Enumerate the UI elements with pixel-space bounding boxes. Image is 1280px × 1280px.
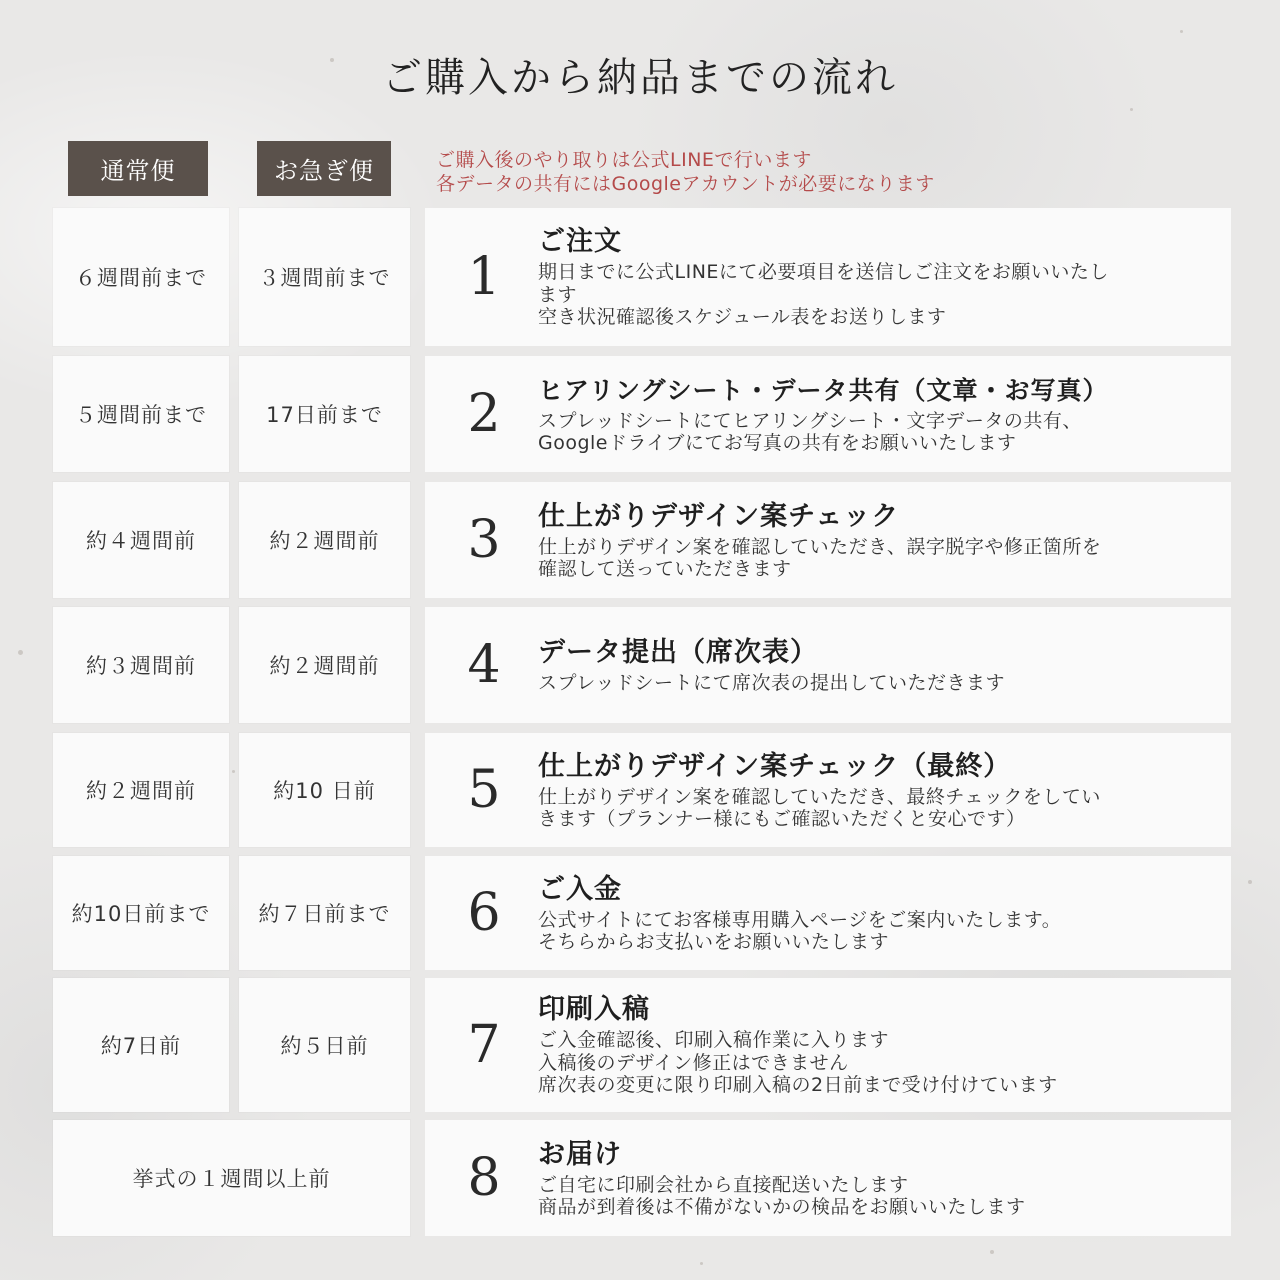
texture-speck: [232, 770, 235, 773]
step-description-line: 仕上がりデザイン案を確認していただき、最終チェックをしてい: [538, 785, 1101, 808]
step-body: [538, 733, 1211, 847]
step-title: 印刷入稿: [538, 994, 650, 1026]
regular-deadline-cell: 約10日前まで: [53, 856, 229, 970]
step-body: [538, 978, 1181, 1112]
regular-deadline-cell: 約３週間前: [53, 607, 229, 723]
step-card: [425, 1120, 1231, 1236]
step-description-line: スプレッドシートにて席次表の提出していただきます: [538, 671, 1006, 694]
step-title: データ提出（席次表）: [538, 636, 818, 668]
step-number: 7: [467, 1015, 501, 1075]
texture-speck: [18, 650, 23, 655]
step-title: ご入金: [538, 873, 622, 905]
step-description-line: 仕上がりデザイン案を確認していただき、誤字脱字や修正箇所を: [538, 535, 1102, 558]
notice: [436, 148, 935, 196]
notice-line: 各データの共有にはGoogleアカウントが必要になります: [436, 173, 935, 195]
combined-deadline-cell: 挙式の１週間以上前: [53, 1120, 410, 1236]
step-title: 仕上がりデザイン案チェック: [538, 500, 900, 532]
regular-deadline-cell: ６週間前まで: [53, 208, 229, 346]
regular-deadline-cell: 約４週間前: [53, 482, 229, 598]
step-description-line: スプレッドシートにてヒアリングシート・文字データの共有、: [538, 409, 1082, 432]
step-description-line: 期日までに公式LINEにて必要項目を送信しご注文をお願いいたし: [538, 261, 1109, 284]
page-title: ご購入から納品までの流れ: [382, 55, 898, 101]
step-description: [538, 261, 1181, 329]
step-description-line: そちらからお支払いをお願いいたします: [538, 931, 890, 953]
express-deadline-cell: 約５日前: [239, 978, 410, 1112]
step-body: [538, 607, 1181, 723]
express-deadline-cell: 約２週間前: [239, 607, 410, 723]
express-deadline-cell: 約10 日前: [239, 733, 410, 847]
step-number: 1: [467, 247, 501, 307]
step-description-line: ご自宅に印刷会社から直接配送いたします: [538, 1173, 909, 1196]
step-description-line: Googleドライブにてお写真の共有をお願いいたします: [538, 432, 1017, 454]
step-description: [538, 909, 1181, 954]
step-title: ご注文: [538, 226, 622, 258]
express-delivery-tag: お急ぎ便: [257, 141, 391, 196]
regular-deadline-cell: 約２週間前: [53, 733, 229, 847]
texture-speck: [1248, 880, 1252, 884]
step-title: お届け: [538, 1138, 622, 1170]
step-body: [538, 208, 1181, 346]
step-card: [425, 856, 1231, 970]
step-description-line: ご入金確認後、印刷入稿作業に入ります: [538, 1029, 890, 1052]
regular-deadline-cell: 約7日前: [53, 978, 229, 1112]
regular-delivery-tag: 通常便: [68, 141, 208, 196]
step-card: [425, 356, 1231, 472]
texture-speck: [1130, 108, 1133, 111]
step-description: [538, 410, 1211, 455]
texture-speck: [990, 1250, 994, 1254]
step-title: 仕上がりデザイン案チェック（最終）: [538, 750, 1012, 782]
express-deadline-cell: ３週間前まで: [239, 208, 410, 346]
step-number: 8: [467, 1148, 501, 1208]
step-card: [425, 978, 1231, 1112]
step-description: [538, 1174, 1181, 1219]
step-description-line: 席次表の変更に限り印刷入稿の2日前まで受け付けています: [538, 1074, 1058, 1097]
step-body: [538, 356, 1211, 472]
step-title: ヒアリングシート・データ共有（文章・お写真）: [538, 375, 1109, 405]
step-number: 5: [467, 760, 501, 820]
notice-line: ご購入後のやり取りは公式LINEで行います: [436, 149, 812, 171]
express-deadline-cell: 約７日前まで: [239, 856, 410, 970]
step-body: [538, 482, 1181, 598]
step-description-line: きます（プランナー様にもご確認いただくと安心です）: [538, 808, 1026, 830]
step-card: [425, 208, 1231, 346]
step-card: [425, 607, 1231, 723]
regular-deadline-cell: ５週間前まで: [53, 356, 229, 472]
step-description-line: 確認して送っていただきます: [538, 558, 792, 580]
step-number: 6: [467, 883, 501, 943]
step-body: [538, 1120, 1181, 1236]
step-description-line: 空き状況確認後スケジュール表をお送りします: [538, 306, 947, 329]
step-description-line: ます: [538, 283, 578, 306]
step-description: [538, 536, 1181, 581]
step-description: [538, 786, 1211, 831]
step-description-line: 公式サイトにてお客様専用購入ページをご案内いたします。: [538, 908, 1062, 931]
step-body: [538, 856, 1181, 970]
express-deadline-cell: 約２週間前: [239, 482, 410, 598]
step-description: [538, 672, 1181, 695]
step-description-line: 入稿後のデザイン修正はできません: [538, 1051, 849, 1074]
step-card: [425, 733, 1231, 847]
step-description: [538, 1029, 1181, 1097]
step-number: 4: [467, 635, 501, 695]
step-number: 3: [467, 510, 501, 570]
texture-speck: [700, 1262, 703, 1265]
step-number: 2: [467, 384, 501, 444]
step-card: [425, 482, 1231, 598]
texture-speck: [1180, 30, 1183, 33]
step-description-line: 商品が到着後は不備がないかの検品をお願いいたします: [538, 1196, 1026, 1218]
express-deadline-cell: 17日前まで: [239, 356, 410, 472]
